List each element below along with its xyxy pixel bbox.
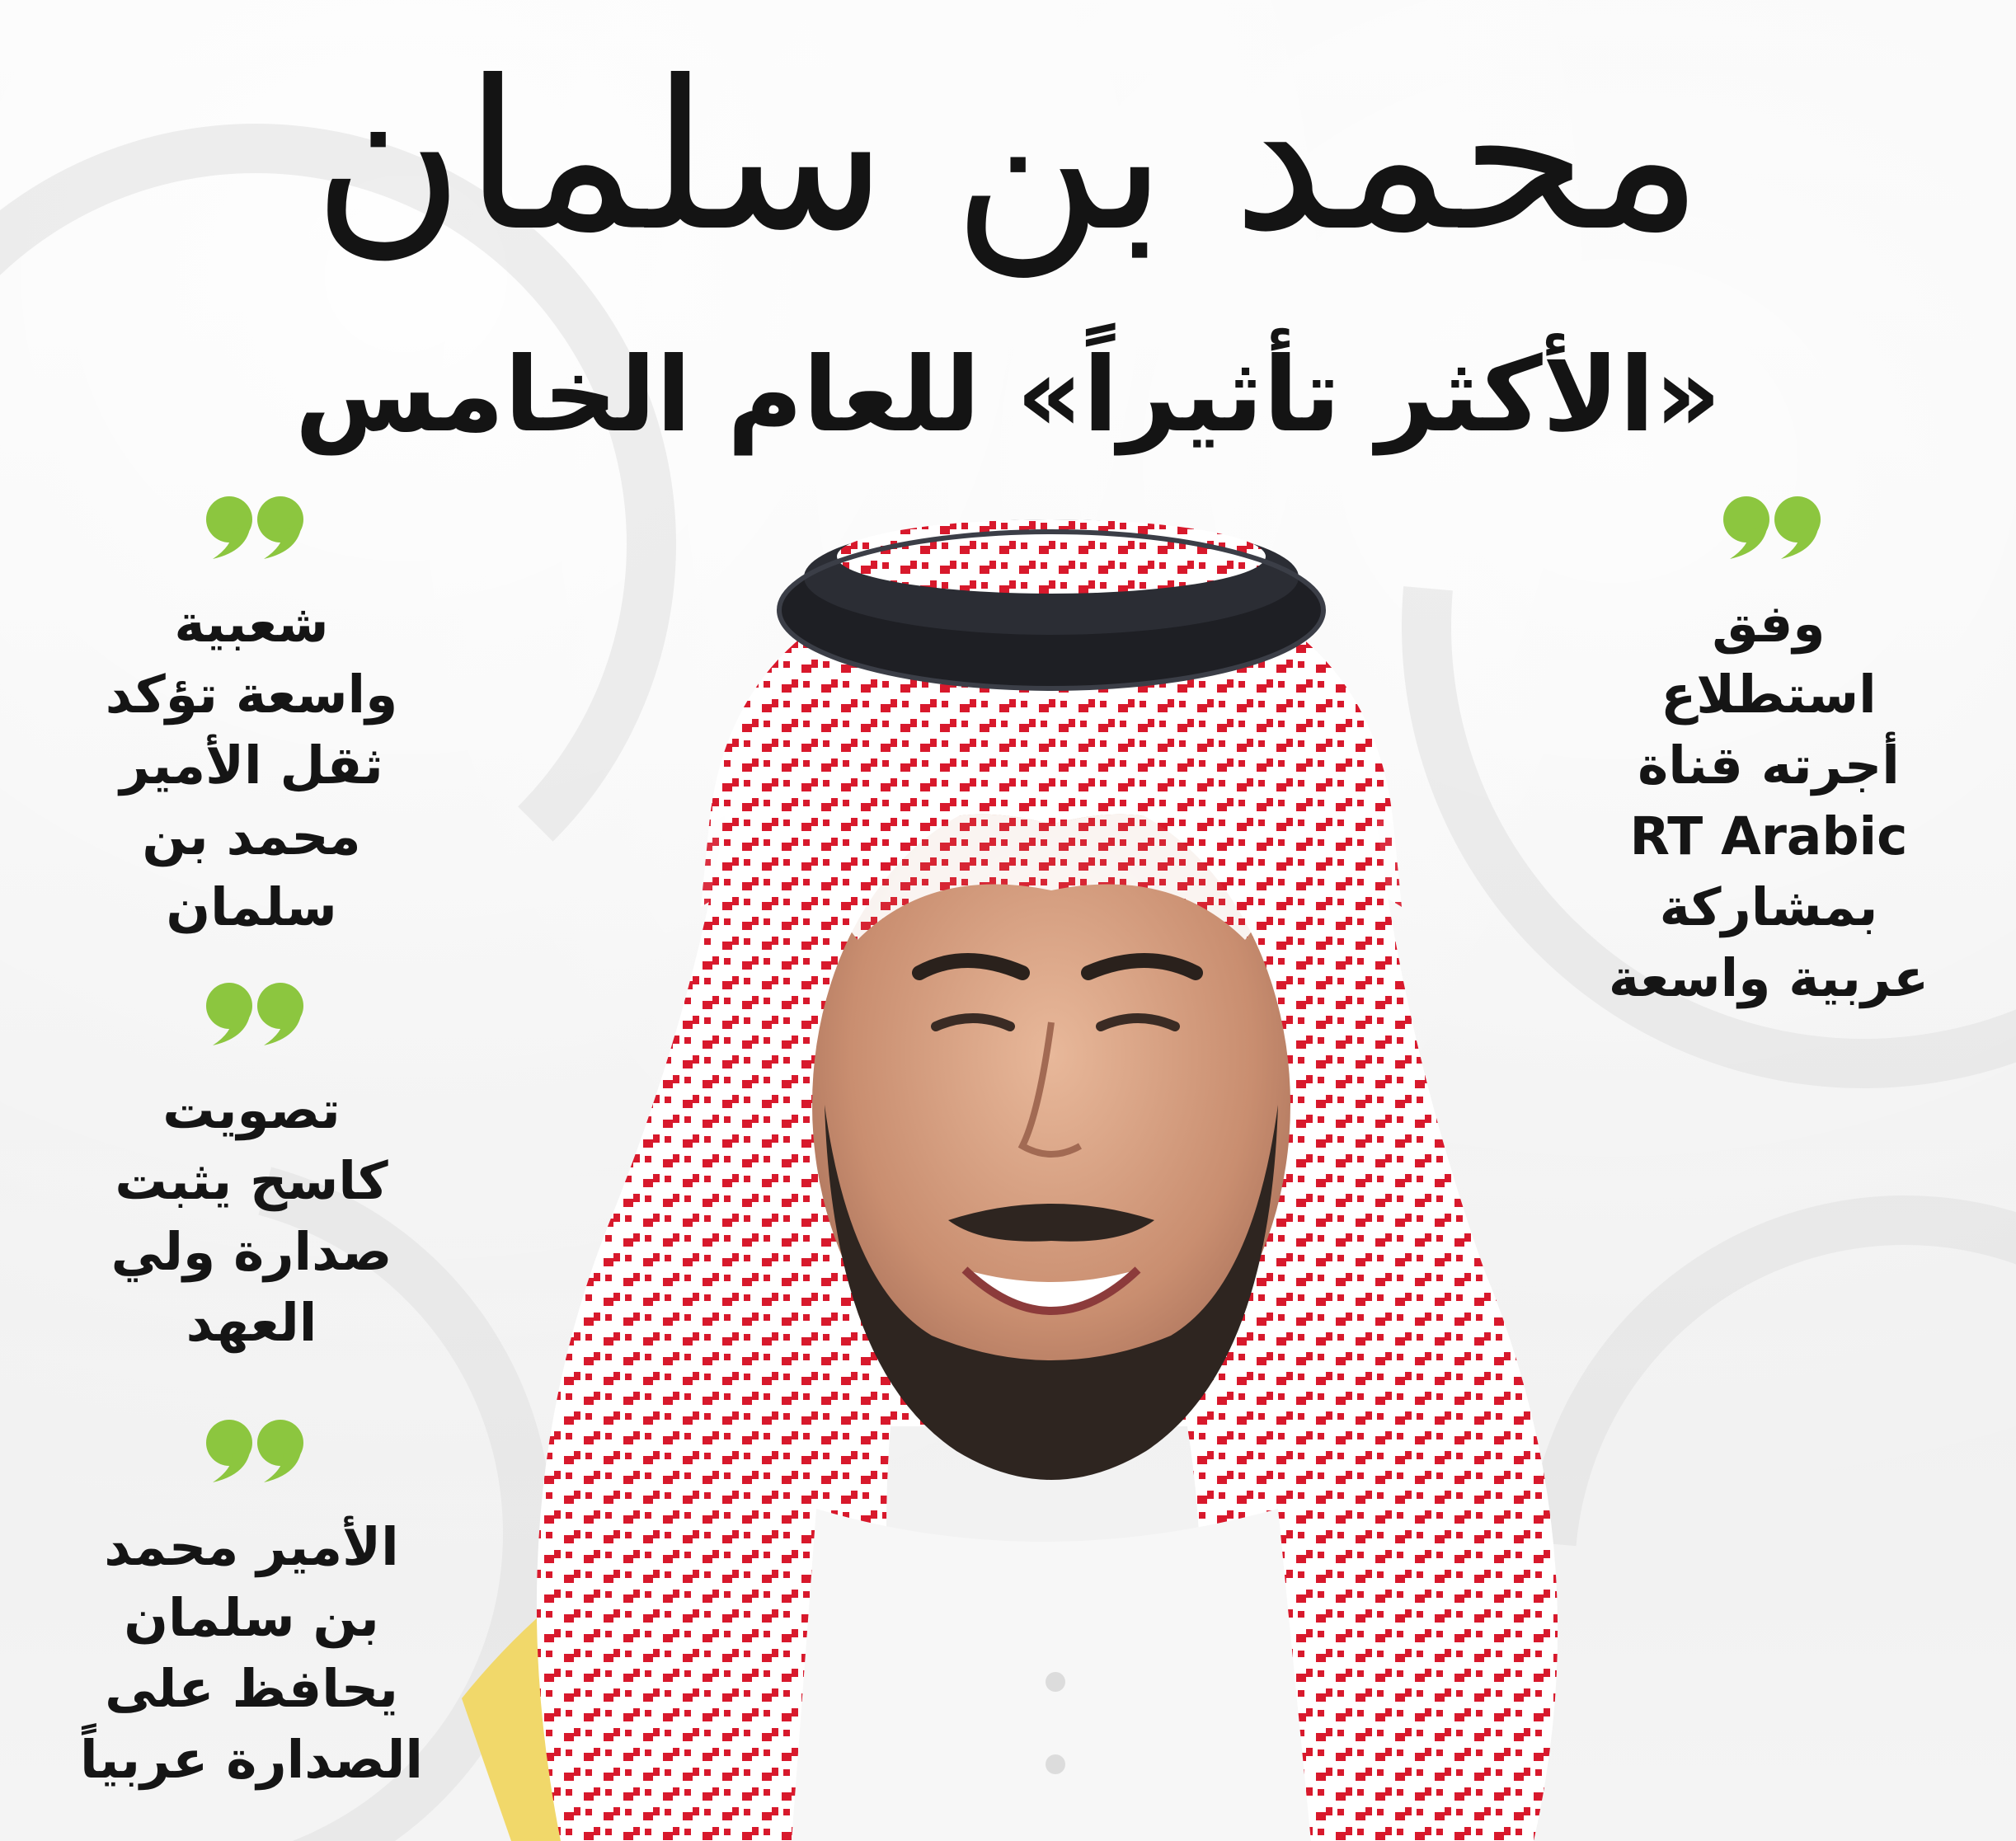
quote-left-3-text: الأمير محمد بن سلمان يحافظ على الصدارة عربياً [80, 1517, 423, 1790]
quote-left-1 [62, 495, 441, 943]
quote-left-1-text: شعبية واسعة تؤكد ثقل الأمير محمد بن سلمان [105, 594, 398, 937]
quote-mark-icon [1715, 495, 1822, 561]
page-subtitle: «الأكثر تأثيراً» للعام الخامس [294, 336, 1722, 455]
portrait-image [462, 478, 1633, 1841]
quote-mark-icon [198, 1418, 305, 1484]
quote-left-3 [49, 1418, 453, 1796]
quote-right-text: وفق استطلاع أجرته قناة RT Arabic بمشاركة عربية واسعة [1608, 594, 1929, 1008]
page-title: محمد بن سلمان [313, 36, 1703, 276]
quote-left-2 [62, 981, 441, 1359]
quote-mark-icon [198, 981, 305, 1047]
quote-left-2-text: تصويت كاسح يثبت صدارة ولي العهد [110, 1080, 392, 1353]
quote-right [1587, 495, 1950, 1014]
quote-mark-icon [198, 495, 305, 561]
